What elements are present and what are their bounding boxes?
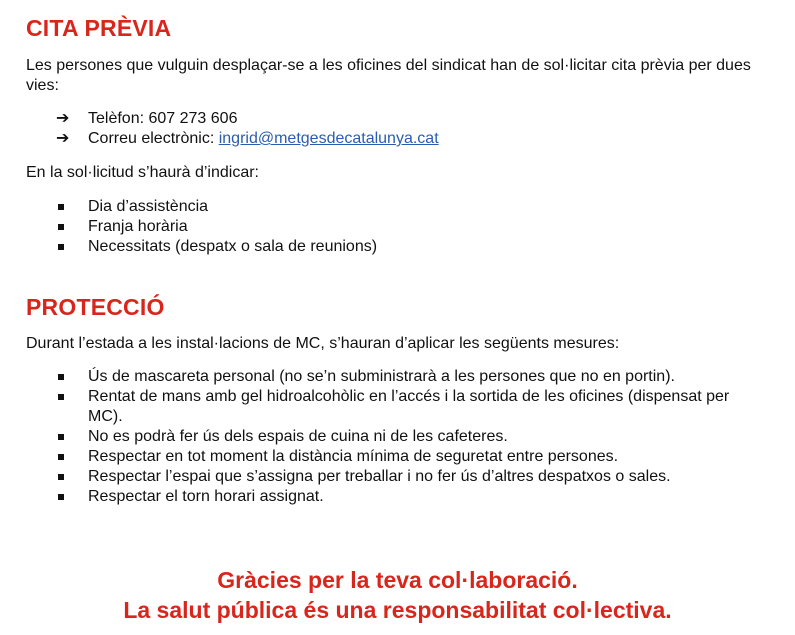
list-item [26, 387, 766, 427]
square-bullet-icon [58, 474, 64, 480]
list-item [26, 447, 766, 467]
list-item-text: Dia d’assistència [88, 198, 209, 215]
list-item [26, 197, 377, 217]
square-bullet-icon [58, 394, 64, 400]
square-bullet-icon [58, 454, 64, 460]
email-link[interactable]: ingrid@metgesdecatalunya.cat [218, 130, 439, 147]
list-item [26, 217, 377, 237]
list-item-text: Necessitats (despatx o sala de reunions) [88, 238, 378, 255]
arrow-right-icon: ➔ [56, 110, 70, 127]
list-item [26, 367, 766, 387]
square-bullet-icon [58, 434, 64, 440]
footer-line-responsibility: La salut pública és una responsabilitat col·lectiva. [123, 597, 672, 623]
indicar-paragraph: En la sol·licitud s’haurà d’indicar: [26, 164, 259, 181]
list-item [26, 427, 766, 447]
cita-previa-heading: CITA PRÈVIA [26, 15, 172, 41]
indicar-list [26, 197, 377, 257]
square-bullet-icon [58, 494, 64, 500]
proteccio-intro-paragraph: Durant l’estada a les instal·lacions de MC, s’hauran d’aplicar les següents mesures: [26, 335, 620, 352]
list-item [26, 129, 439, 149]
phone-text: Telèfon: 607 273 606 [88, 110, 238, 127]
proteccio-list [26, 367, 766, 507]
footer-line-thanks: Gràcies per la teva col·laboració. [217, 567, 578, 593]
square-bullet-icon [58, 204, 64, 210]
list-item-text: Franja horària [88, 218, 188, 235]
email-label: Correu electrònic: [88, 130, 219, 147]
footer-message [0, 565, 795, 625]
list-item [26, 467, 766, 487]
list-item-text: Respectar el torn horari assignat. [88, 488, 324, 505]
list-item-text: Respectar en tot moment la distància mínima de seguretat entre persones. [88, 448, 619, 465]
arrow-right-icon: ➔ [56, 130, 70, 147]
list-item-text: Rentat de mans amb gel hidroalcohòlic en l’accés i la sortida de les oficines (dispensat per MC). [88, 388, 730, 425]
list-item-text: Respectar l’espai que s’assigna per treballar i no fer ús d’altres despatxos o sales. [88, 468, 671, 485]
proteccio-heading: PROTECCIÓ [26, 294, 165, 320]
list-item [26, 237, 377, 257]
square-bullet-icon [58, 374, 64, 380]
square-bullet-icon [58, 224, 64, 230]
list-item [26, 487, 766, 507]
list-item-text: Ús de mascareta personal (no se’n subministrarà a les persones que no en portin). [88, 368, 675, 385]
list-item [26, 109, 439, 129]
contact-list [26, 109, 439, 149]
square-bullet-icon [58, 244, 64, 250]
cita-intro-paragraph: Les persones que vulguin desplaçar-se a les oficines del sindicat han de sol·licitar cita prèvia per dues vies: [26, 57, 751, 94]
list-item-text: No es podrà fer ús dels espais de cuina ni de les cafeteres. [88, 428, 508, 445]
